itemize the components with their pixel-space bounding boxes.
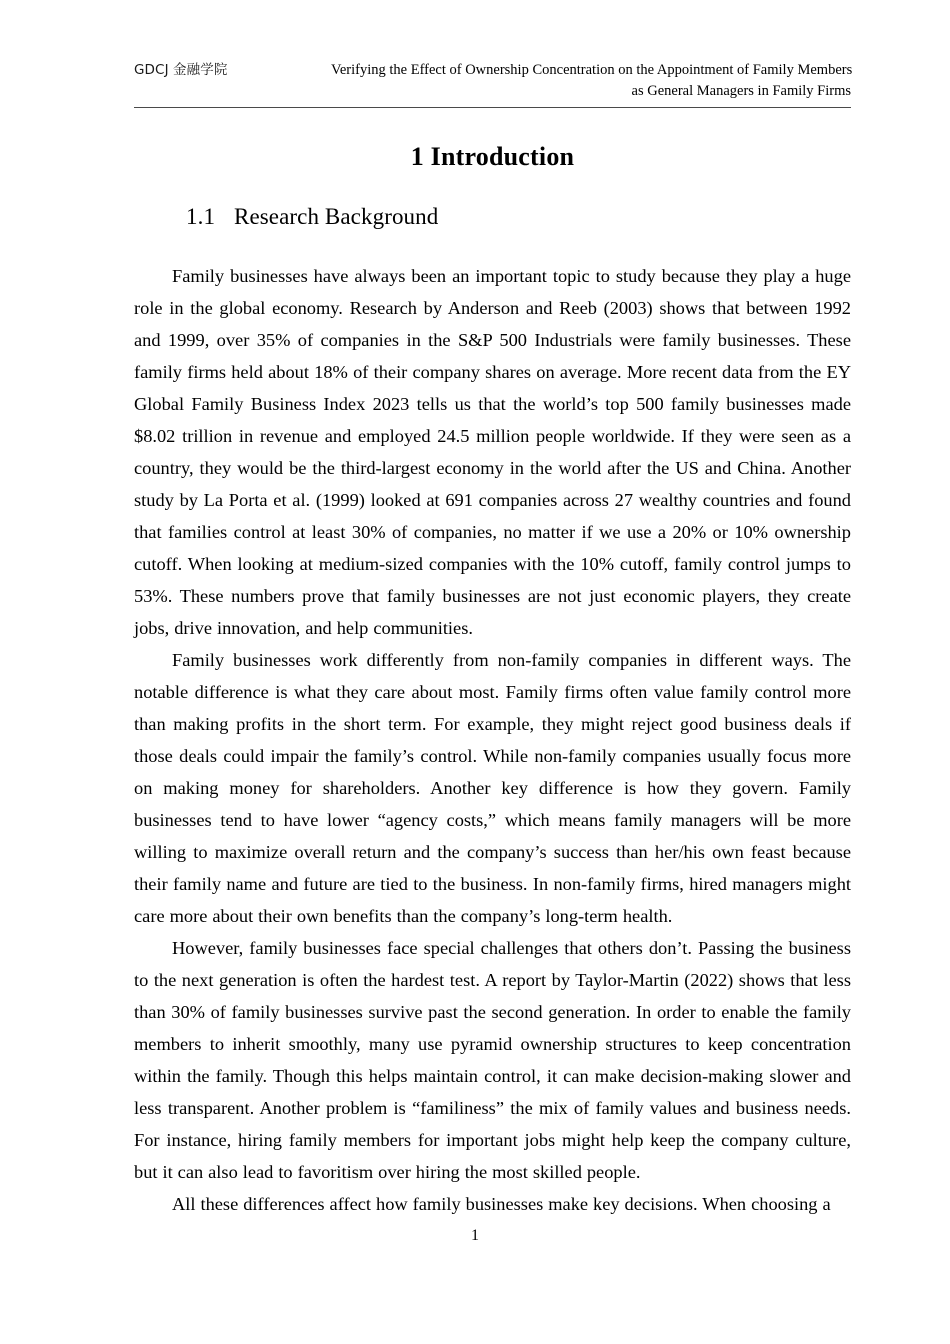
paragraph: Family businesses have always been an important topic to study because they play a huge role in the global economy. Research by Anderson and Reeb (2003) shows that between 1992 and 1999, over 35% of companies in the S&P 500 Industrials were family businesses. These family firms held about 18% of their company shares on average. More recent data from the EY Global Family Business Index 2023 tells us that the world’s top 500 family businesses made $8.02 trillion in revenue and employed 24.5 million people worldwide. If they were seen as a country, they would be the third-largest economy in the world after the US and China. Another study by La Porta et al. (1999) looked at 691 companies across 27 wealthy countries and found that families control at least 30% of companies, no matter if we use a 20% or 10% ownership cutoff. When looking at medium-sized companies with the 10% cutoff, family control jumps to 53%. These numbers prove that family businesses are not just economic players, they create jobs, drive innovation, and help communities. [134,266,851,638]
paragraph: Family businesses work differently from non-family companies in different ways. The notable difference is what they care about most. Family firms often value family control more than making profits in the short term. For example, they might reject good business deals if those deals could impair the family’s control. While non-family companies usually focus more on making money for shareholders. Another key difference is how they govern. Family businesses tend to have lower “agency costs,” which means family managers will be more willing to maximize overall return and the company’s success than her/his own feast because their family name and future are tied to the business. In non-family firms, hired managers might care more about their own benefits than the company’s long-term health. [134,650,851,926]
paragraph: All these differences affect how family businesses make key decisions. When choosing a [172,1194,831,1214]
header-divider-rule [134,107,851,108]
header-title-line-2: as General Managers in Family Firms [631,82,851,99]
page-number: 1 [471,1227,479,1244]
page-content [134,126,851,1220]
section-heading [134,174,851,232]
header-institution-name: GDCJ 金融学院 [134,62,228,78]
chapter-title: 1 Introduction [410,142,575,171]
header-title-line-1: Verifying the Effect of Ownership Concentration on the Appointment of Family Members [331,62,853,78]
running-header [134,60,851,101]
section-number: 1.1 [186,204,216,229]
header-document-title [331,60,851,101]
body-text-block [134,232,851,1220]
paragraph: However, family businesses face special challenges that others don’t. Passing the business to the next generation is often the hardest test. A report by Taylor-Martin (2022) shows that less than 30% of family businesses survive past the second generation. In order to enable the family members to inherit smoothly, many use pyramid ownership structures to keep concentration within the family. Though this helps maintain control, it can make decision-making slower and less transparent. Another problem is “familiness” the mix of family values and business needs. For instance, hiring family members for important jobs might help keep the company culture, but it can also lead to favoritism over hiring the most skilled people. [134,938,851,1182]
section-title: Research Background [234,204,439,229]
